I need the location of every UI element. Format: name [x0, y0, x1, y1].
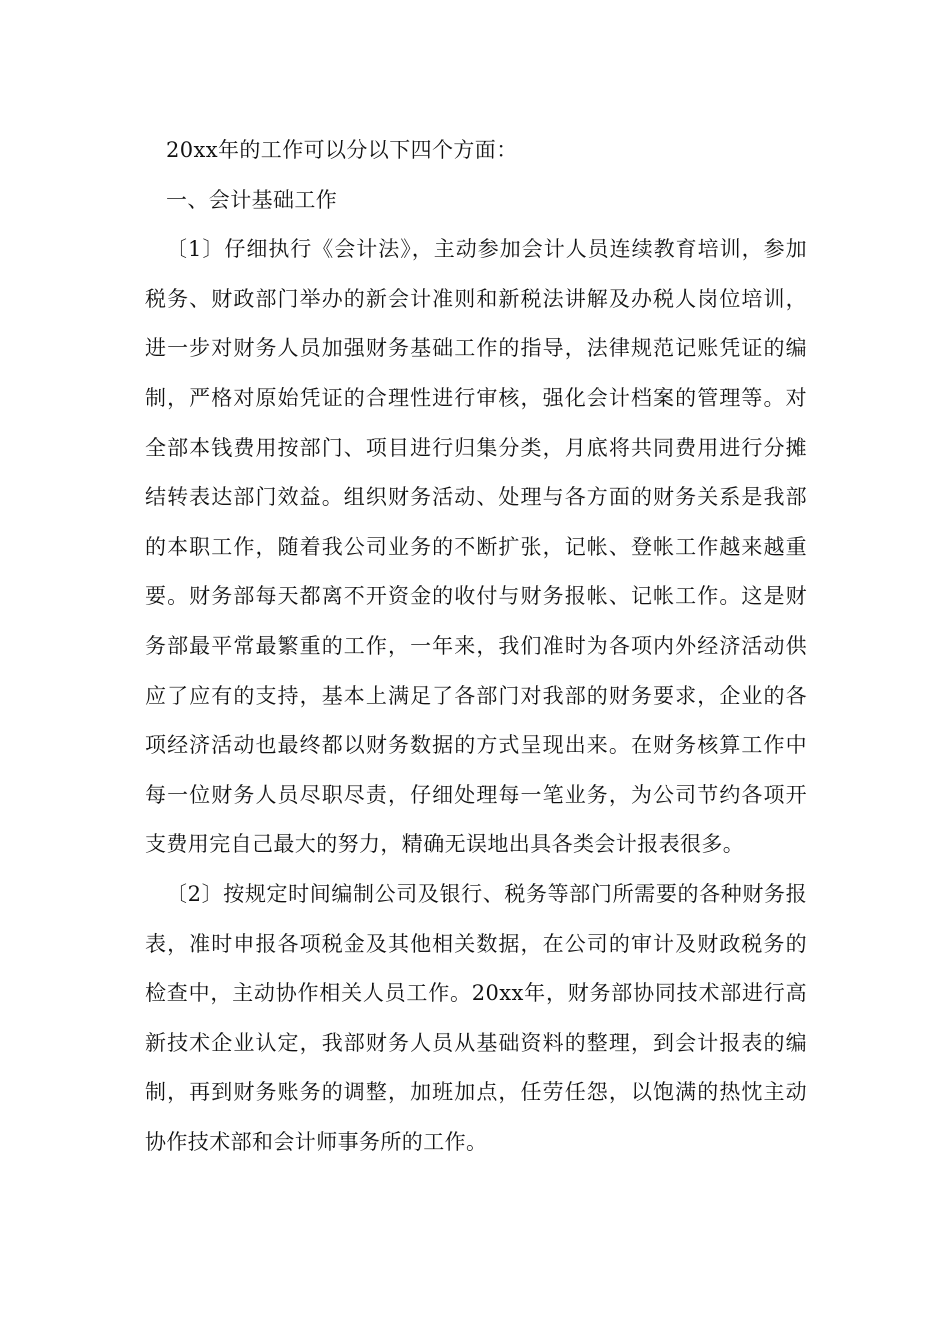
document-body: [145, 126, 807, 1167]
intro-line: 20xx年的工作可以分以下四个方面：: [166, 138, 518, 162]
paragraph-item-2: 〔2〕按规定时间编制公司及银行、税务等部门所需要的各种财务报表，准时申报各项税金及其他相关数据，在公司的审计及财政税务的检查中，主动协作相关人员工作。20xx年，财务部协同技术部进行高新技术企业认定，我部财务人员从基础资料的整理，到会计报表的编制，再到财务账务的调整，加班加点，任劳任怨，以饱满的热忱主动协作技术部和会计师事务所的工作。: [145, 881, 807, 1154]
paragraph-item-1: 〔1〕仔细执行《会计法》，主动参加会计人员连续教育培训，参加税务、财政部门举办的新会计准则和新税法讲解及办税人岗位培训，进一步对财务人员加强财务基础工作的指导，法律规范记账凭证的编制，严格对原始凭证的合理性进行审核，强化会计档案的管理等。对全部本钱费用按部门、项目进行归集分类，月底将共同费用进行分摊结转表达部门效益。组织财务活动、处理与各方面的财务关系是我部的本职工作，随着我公司业务的不断扩张，记帐、登帐工作越来越重要。财务部每天都离不开资金的收付与财务报帐、记帐工作。这是财务部最平常最繁重的工作，一年来，我们准时为各项内外经济活动供应了应有的支持，基本上满足了各部门对我部的财务要求，企业的各项经济活动也最终都以财务数据的方式呈现出来。在财务核算工作中每一位财务人员尽职尽责，仔细处理每一笔业务，为公司节约各项开支费用完自己最大的努力，精确无误地出具各类会计报表很多。: [145, 237, 807, 857]
section-heading: 一、会计基础工作: [166, 187, 338, 212]
